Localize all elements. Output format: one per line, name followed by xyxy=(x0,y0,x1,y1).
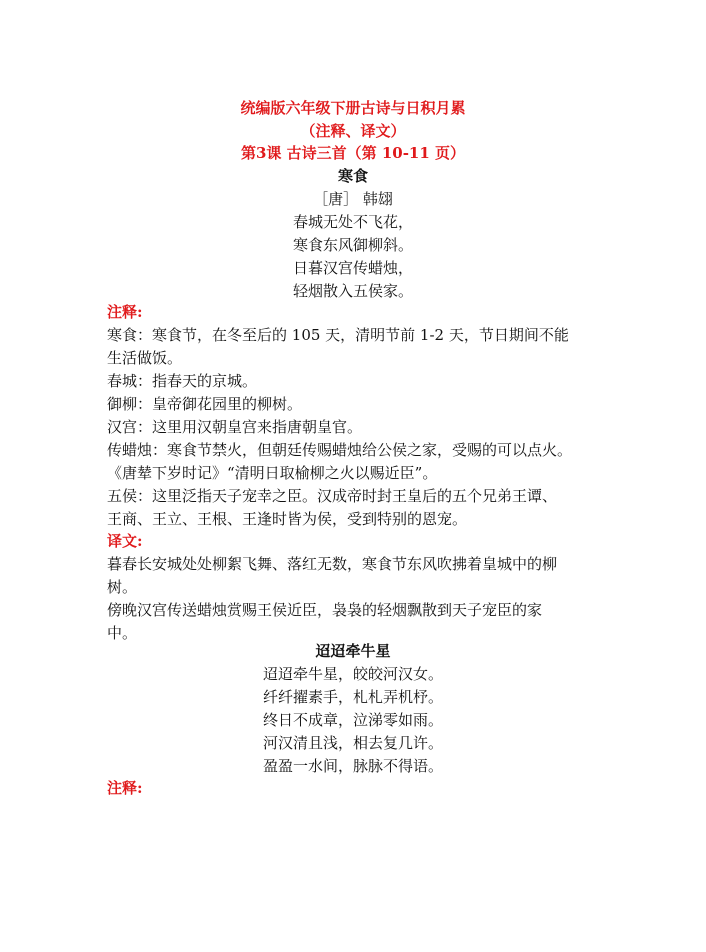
poem2-line: 终日不成章，泣涕零如雨。 xyxy=(262,711,443,729)
poem1-line: 寒食东风御柳斜。 xyxy=(292,236,413,254)
translation-line: 中。 xyxy=(107,624,138,642)
poem2-line: 纤纤擢素手，札札弄机杼。 xyxy=(262,688,443,706)
note-line: 汉宫：这里用汉朝皇宫来指唐朝皇官。 xyxy=(107,418,363,436)
note-line: 王商、王立、王根、王逢时皆为侯，受到特别的恩宠。 xyxy=(107,510,468,528)
note-line: 《唐辇下岁时记》“清明日取榆柳之火以赐近臣”。 xyxy=(107,464,438,482)
poem2-line: 河汉清且浅，相去复几许。 xyxy=(262,734,443,752)
translation-line: 树。 xyxy=(107,578,138,596)
poem2-title: 迢迢牵牛星 xyxy=(315,642,391,660)
translation-line: 傍晚汉宫传送蜡烛赏赐王侯近臣，袅袅的轻烟飘散到天子宠臣的家 xyxy=(107,601,543,619)
poem1-line: 轻烟散入五侯家。 xyxy=(292,282,413,300)
poem1-author: ［唐］ 韩翃 xyxy=(313,190,393,208)
document-subtitle: （注释、译文） xyxy=(300,122,406,140)
poem1-translation-label: 译文: xyxy=(107,532,143,550)
poem1-title: 寒食 xyxy=(337,167,368,185)
note-line: 五侯：这里泛指天子宠幸之臣。汉成帝时封王皇后的五个兄弟王谭、 xyxy=(107,487,558,505)
poem2-notes-label: 注释: xyxy=(107,779,143,797)
translation-line: 暮春长安城处处柳絮飞舞、落红无数，寒食节东风吹拂着皇城中的柳 xyxy=(107,555,558,573)
note-line: 寒食：寒食节，在冬至后的 105 天，清明节前 1-2 天，节日期间不能 xyxy=(107,326,569,344)
poem2-line: 盈盈一水间，脉脉不得语。 xyxy=(262,757,443,775)
note-line: 春城：指春天的京城。 xyxy=(107,372,258,390)
poem1-line: 日暮汉宫传蜡烛， xyxy=(292,259,413,277)
poem2-line: 迢迢牵牛星，皎皎河汉女。 xyxy=(262,665,443,683)
poem1-notes-label: 注释: xyxy=(107,303,143,321)
lesson-title: 第3课 古诗三首（第 10-11 页） xyxy=(240,144,466,162)
note-line: 传蜡烛：寒食节禁火，但朝廷传赐蜡烛给公侯之家，受赐的可以点火。 xyxy=(107,441,573,459)
note-line: 生活做饭。 xyxy=(107,349,183,367)
poem1-line: 春城无处不飞花， xyxy=(292,213,413,231)
document-title: 统编版六年级下册古诗与日积月累 xyxy=(240,99,466,117)
note-line: 御柳：皇帝御花园里的柳树。 xyxy=(107,395,303,413)
